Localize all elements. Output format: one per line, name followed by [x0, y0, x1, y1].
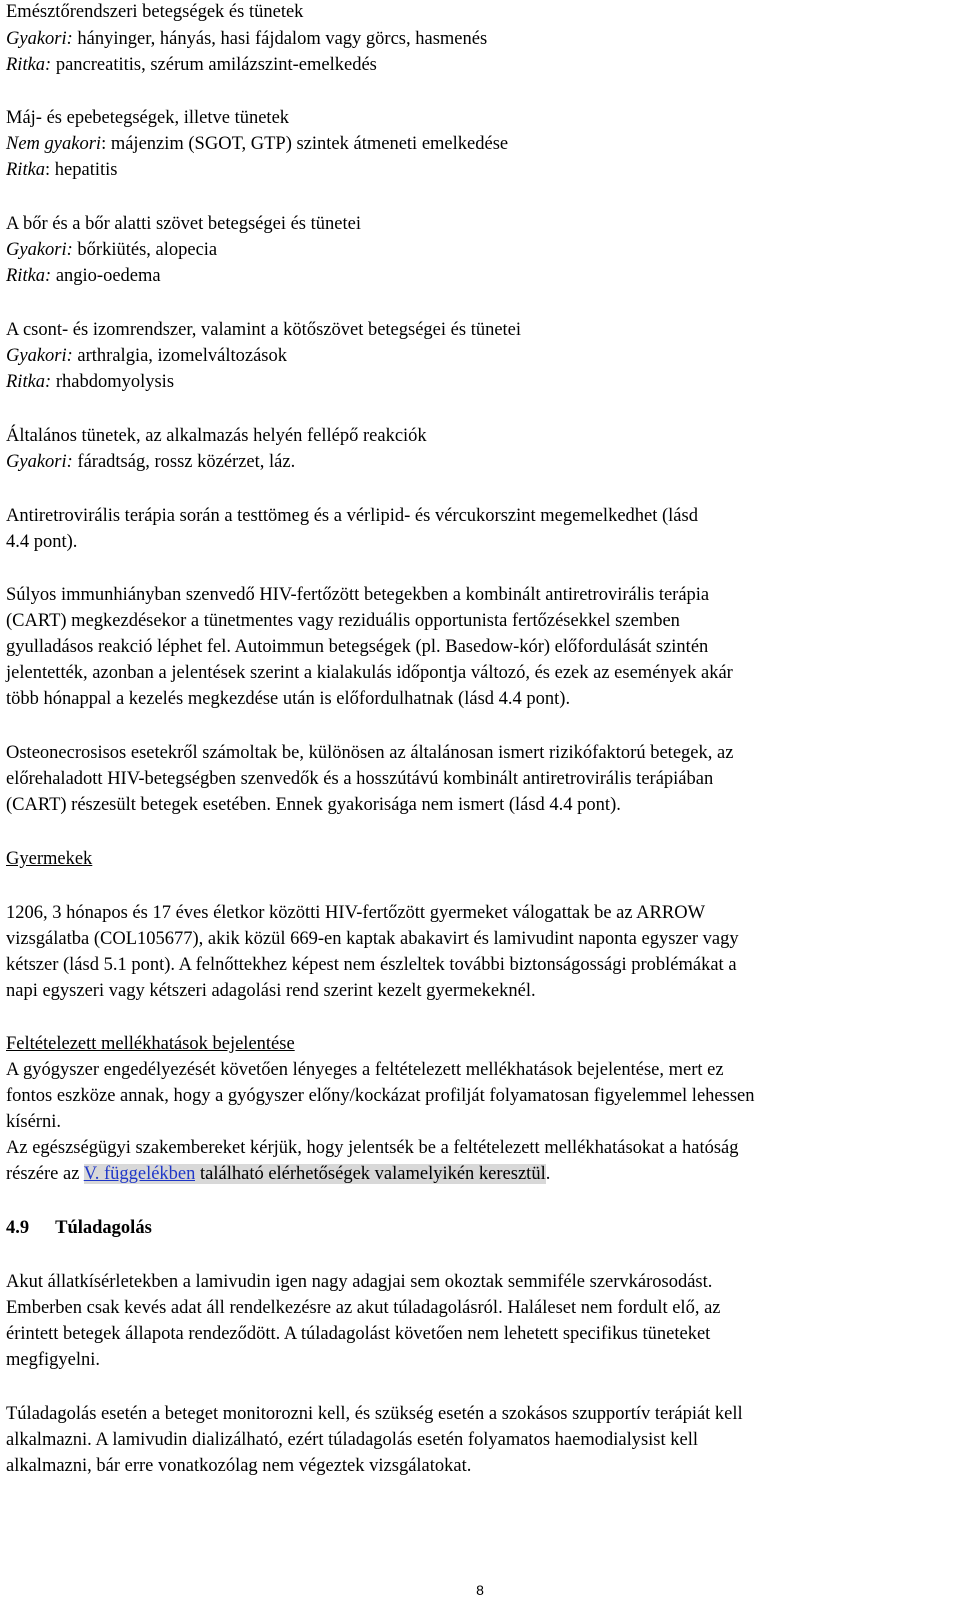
paragraph-line: A gyógyszer engedélyezését követően lényeges a feltételezett mellékhatások bejelentése, mert ez: [6, 1060, 724, 1080]
frequency-label: Ritka:: [6, 372, 52, 392]
frequency-label: Nem gyakori: [6, 134, 102, 154]
section-title-gi: Emésztőrendszeri betegségek és tünetek: [6, 2, 304, 22]
paragraph-line: érintett betegek állapota rendeződött. A túladagolást követően nem lehetett specifikus tüneteket: [6, 1324, 711, 1344]
reporting-prefix: részére az: [6, 1164, 84, 1184]
section-title-skin: A bőr és a bőr alatti szövet betegségei és tünetei: [6, 214, 361, 234]
paragraph-line: megfigyelni.: [6, 1350, 101, 1370]
gi-common-row: [6, 26, 487, 52]
frequency-label: Gyakori:: [6, 240, 73, 260]
gi-rare-row: [6, 52, 377, 78]
paragraph-line: 4.4 pont).: [6, 532, 78, 552]
liver-rare-row: [6, 157, 118, 183]
paragraph-line: fontos eszköze annak, hogy a gyógyszer előny/kockázat profilját folyamatosan figyelemmel lehessen: [6, 1086, 755, 1106]
section-title: Túladagolás: [55, 1218, 152, 1238]
frequency-label: Ritka:: [6, 266, 52, 286]
frequency-text: fáradtság, rossz közérzet, láz.: [72, 452, 296, 472]
musculo-rare-row: [6, 369, 174, 395]
reporting-suffix: .: [545, 1164, 551, 1184]
paragraph-line: kísérni.: [6, 1112, 61, 1132]
highlighted-text: található elérhetőségek valamelyikén keresztül: [195, 1164, 546, 1184]
paragraph-line: jelentették, azonban a jelentések szerint a kialakulás időpontja változó, és ezek az események akár: [6, 663, 733, 683]
liver-uncommon-row: [6, 131, 508, 157]
reporting-heading: Feltételezett mellékhatások bejelentése: [6, 1034, 295, 1054]
reporting-last-line: [6, 1161, 550, 1187]
frequency-text: arthralgia, izomelváltozások: [72, 346, 288, 366]
frequency-text: : májenzim (SGOT, GTP) szintek átmeneti emelkedése: [101, 134, 509, 154]
children-heading: Gyermekek: [6, 849, 93, 869]
section-number: 4.9: [6, 1218, 30, 1238]
skin-common-row: [6, 237, 217, 263]
paragraph-line: Akut állatkísérletekben a lamivudin igen nagy adagjai sem okoztak semmiféle szervkárosodást.: [6, 1272, 713, 1292]
paragraph-line: Emberben csak kevés adat áll rendelkezésre az akut túladagolásról. Haláleset nem fordult elő, az: [6, 1298, 721, 1318]
paragraph-line: kétszer (lásd 5.1 pont). A felnőttekhez képest nem észleltek további biztonságossági problémákat a: [6, 955, 737, 975]
paragraph-line: több hónappal a kezelés megkezdése után is előfordulhatnak (lásd 4.4 pont).: [6, 689, 571, 709]
paragraph-line: (CART) részesült betegek esetében. Ennek gyakorisága nem ismert (lásd 4.4 pont).: [6, 795, 621, 815]
frequency-text: pancreatitis, szérum amilázszint-emelkedés: [51, 55, 377, 75]
section-title-liver: Máj- és epebetegségek, illetve tünetek: [6, 108, 290, 128]
frequency-text: : hepatitis: [45, 160, 118, 180]
frequency-text: bőrkiütés, alopecia: [72, 240, 218, 260]
paragraph-line: vizsgálatba (COL105677), akik közül 669-en kaptak abakavirt és lamivudint naponta egyszer vagy: [6, 929, 739, 949]
paragraph-line: Súlyos immunhiányban szenvedő HIV-fertőzött betegekben a kombinált antiretrovirális terápia: [6, 585, 710, 605]
frequency-label: Ritka:: [6, 55, 52, 75]
section-title-musculoskeletal: A csont- és izomrendszer, valamint a kötőszövet betegségei és tünetei: [6, 320, 522, 340]
musculo-common-row: [6, 343, 287, 369]
frequency-text: hányinger, hányás, hasi fájdalom vagy görcs, hasmenés: [72, 29, 488, 49]
frequency-label: Gyakori:: [6, 346, 73, 366]
general-common-row: [6, 449, 295, 475]
paragraph-line: (CART) megkezdésekor a tünetmentes vagy reziduális opportunista fertőzésekkel szemben: [6, 611, 680, 631]
appendix-v-link[interactable]: V. függelékben: [83, 1164, 196, 1184]
frequency-text: rhabdomyolysis: [51, 372, 175, 392]
paragraph-line: alkalmazni. A lamivudin dializálható, ezért túladagolás esetén folyamatos haemodialysist kell: [6, 1430, 698, 1450]
frequency-text: angio-oedema: [51, 266, 161, 286]
overdose-heading: [6, 1215, 152, 1241]
paragraph-line: előrehaladott HIV-betegségben szenvedők és a hosszútávú kombinált antiretrovirális terápiában: [6, 769, 714, 789]
paragraph-line: Túladagolás esetén a beteget monitorozni kell, és szükség esetén a szokásos szupportív terápiát kell: [6, 1404, 743, 1424]
paragraph-line: napi egyszeri vagy kétszeri adagolási rend szerint kezelt gyermekeknél.: [6, 981, 536, 1001]
frequency-label: Gyakori:: [6, 29, 73, 49]
section-title-general: Általános tünetek, az alkalmazás helyén fellépő reakciók: [6, 426, 427, 446]
paragraph-line: alkalmazni, bár erre vonatkozólag nem végeztek vizsgálatokat.: [6, 1456, 472, 1476]
paragraph-line: gyulladásos reakció léphet fel. Autoimmun betegségek (pl. Basedow-kór) előfordulását szintén: [6, 637, 709, 657]
frequency-label: Ritka: [6, 160, 46, 180]
paragraph-line: Osteonecrosisos esetekről számoltak be, különösen az általánosan ismert rizikófaktorú betegek, az: [6, 743, 734, 763]
paragraph-line: Az egészségügyi szakembereket kérjük, hogy jelentsék be a feltételezett mellékhatásokat a hatóság: [6, 1138, 739, 1158]
frequency-label: Gyakori:: [6, 452, 73, 472]
paragraph-line: Antiretrovirális terápia során a testtömeg és a vérlipid- és vércukorszint megemelkedhet (lásd: [6, 506, 698, 526]
paragraph-line: 1206, 3 hónapos és 17 éves életkor közötti HIV-fertőzött gyermeket válogattak be az ARROW: [6, 903, 706, 923]
skin-rare-row: [6, 263, 161, 289]
page-number: 8: [476, 1582, 484, 1598]
